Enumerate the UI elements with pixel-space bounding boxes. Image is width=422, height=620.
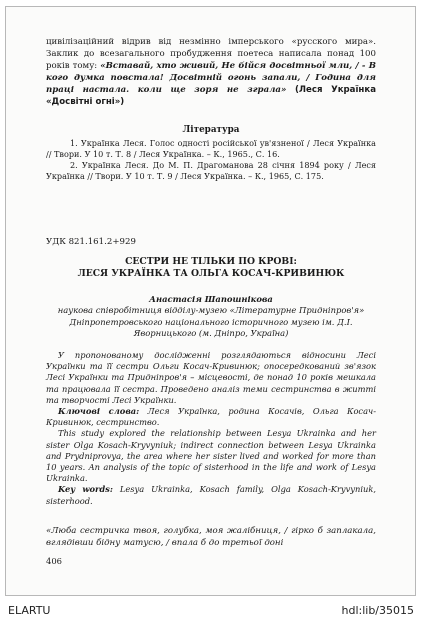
repository-footer <box>0 596 422 620</box>
keywords-ua-text: Леся Українка, родина Косачів, Ольга Косач-Кривинюк, сестринство. <box>46 406 376 428</box>
author-name: Анастасія Шапошнікова <box>149 294 273 304</box>
keywords-en <box>46 484 376 506</box>
abstract-en: This study explored the relationship between Lesya Ukrainka and her sister Olga Kosach-Kryvyniuk; indirect connection between Lesya Ukrainka and Prydniprovya, the area where her sister lived and worked for more than 10 years. An analysis of the topic of sisterhood in the life and work of Lesya Ukrainka. <box>46 428 376 484</box>
literature-heading: Література <box>182 125 240 135</box>
keywords-ua-label: Ключові слова: <box>58 406 140 417</box>
epigraph: «Люба сестричка твоя, голубка, моя жалібниця, / гірко б заплакала, вглядівши бідну матусю, / впала б до третьої доні <box>46 526 376 548</box>
keywords-en-label: Key words: <box>58 484 113 495</box>
intro-text: цивілізаційний відрив від незмінно імперського «русского мира». Заклик до всезагального пробудження поетеса написала понад 100 років тому: <box>46 37 376 71</box>
intro-paragraph <box>46 37 376 108</box>
intro-quote: «Вставай, хто живий, Не бійся досвітньої мли, / - В кого думка повстала! Досвітній огонь запали, / Година для праці настала. коли ще зоря не зграла» <box>46 60 376 95</box>
keywords-en-text: Lesya Ukrainka, Kosach family, Olga Kosach-Kryvyniuk, sisterhood. <box>46 484 376 506</box>
article-title-line: ЛЕСЯ УКРАЇНКА ТА ОЛЬГА КОСАЧ-КРИВИНЮК <box>77 268 345 279</box>
abstract <box>46 350 376 507</box>
udc-code: УДК 821.161.2+929 <box>46 237 136 247</box>
author-affiliation: наукова співробітниця відділу-музею «Літературне Придніпров'я» Дніпропетровського національного історичного музею ім. Д.І. Яворницького (м. Дніпро, Україна) <box>57 305 365 339</box>
article-title <box>40 256 382 280</box>
keywords-ua <box>46 406 376 428</box>
reference-item: 2. Українка Леся. До М. П. Драгоманова 28 січня 1894 року / Леся Українка // Твори. У 10 т. Т. 9 / Леся Українка. – К., 1965, С. 175. <box>46 160 376 181</box>
repository-name: ELARTU <box>8 604 51 617</box>
reference-list <box>46 138 376 182</box>
page-number: 406 <box>46 556 62 566</box>
reference-item: 1. Українка Леся. Голос одності російської ув'язненої / Леся Українка // Твори. У 10 т. Т. 8 / Леся Українка. – К., 1965., С. 16. <box>46 138 376 159</box>
author-block <box>46 294 376 340</box>
abstract-ua: У пропонованому дослідженні розглядаються відносини Лесі Українки та її сестри Ольги Косач-Кривинюк; опосередкований зв'язок Лесі Українки та Придніпров'я – місцевості, де понад 10 років мешкала та працювала її сестра. Проведено аналіз теми сестринства в житті та творчості Лесі Українки. <box>46 350 376 405</box>
article-title-line: СЕСТРИ НЕ ТІЛЬКИ ПО КРОВІ: <box>125 256 297 267</box>
intro-quote-source: (Леся Українка «Досвітні огні») <box>46 84 376 107</box>
handle-identifier: hdl:lib/35015 <box>341 604 414 617</box>
